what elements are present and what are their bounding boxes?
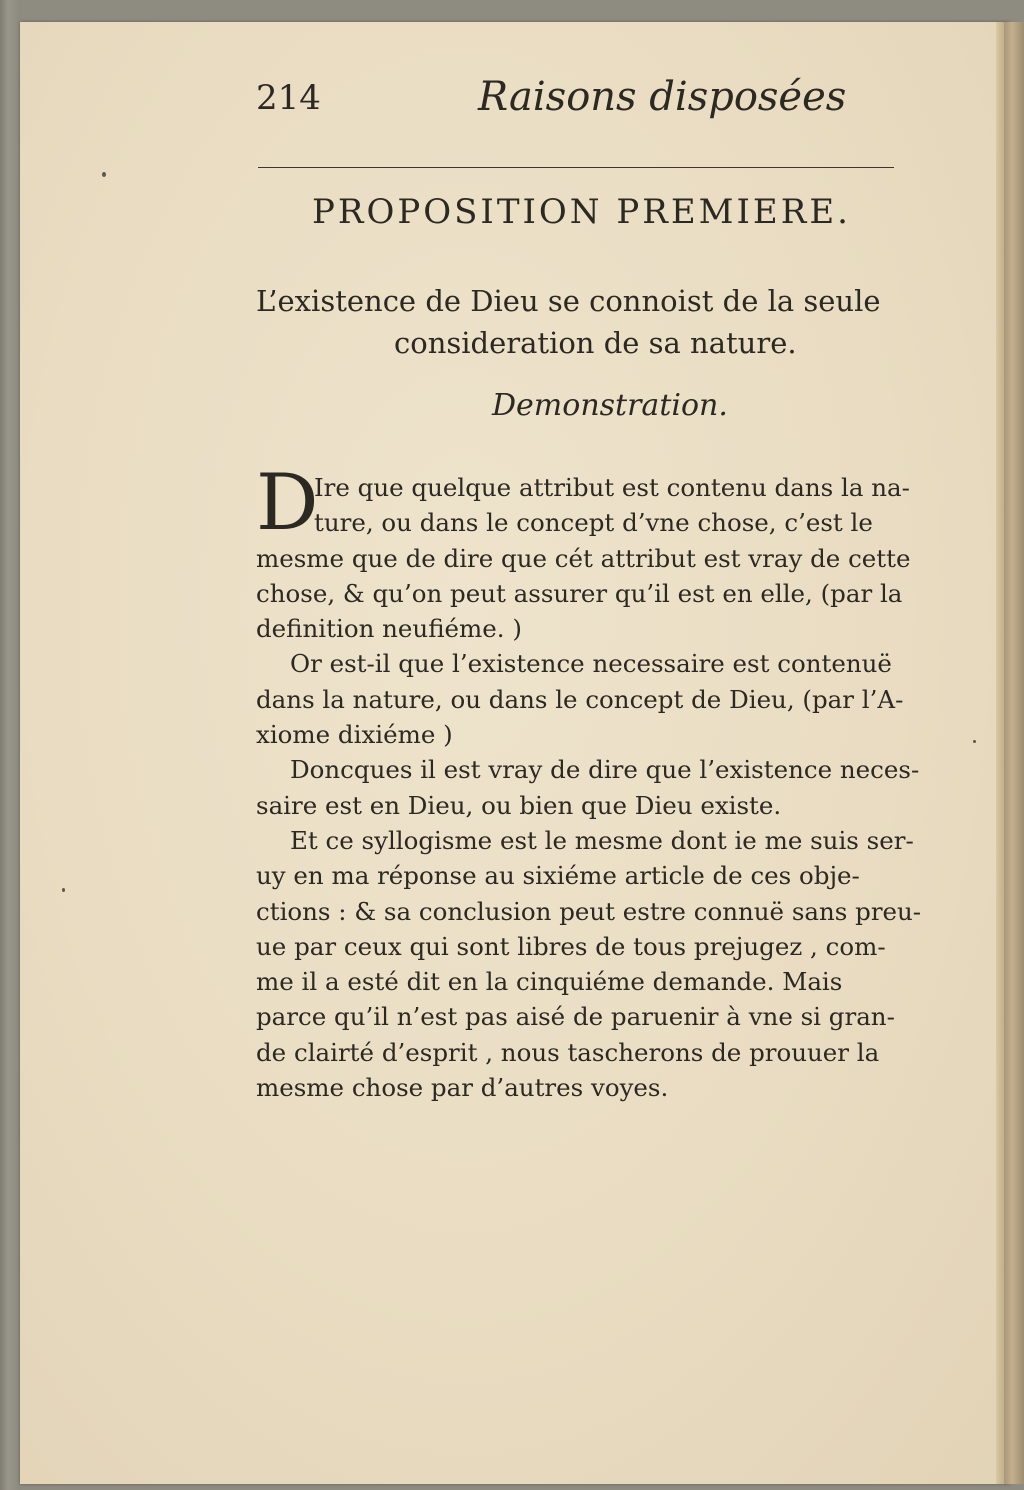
header-rule	[258, 167, 894, 168]
paper-spot	[62, 888, 65, 892]
demonstration-heading: Demonstration.	[492, 388, 728, 423]
proposition-title: PROPOSITION PREMIERE.	[312, 192, 851, 232]
statement-line: L’existence de Dieu se connoist de la seule	[256, 284, 881, 318]
drop-cap: D	[256, 458, 319, 548]
body-line: ture, ou dans le concept d’vne chose, c’est le	[314, 508, 873, 538]
body-line: saire est en Dieu, ou bien que Dieu existe.	[256, 790, 782, 820]
body-line: ue par ceux qui sont libres de tous prejugez , com-	[256, 931, 886, 961]
statement-line: consideration de sa nature.	[394, 326, 797, 360]
page-number: 214	[256, 78, 321, 118]
body-line: Et ce syllogisme est le mesme dont ie me suis ser-	[290, 825, 914, 855]
body-line: xiome dixiéme )	[256, 720, 453, 750]
body-line: dans la nature, ou dans le concept de Dieu, (par l’A-	[256, 684, 904, 714]
body-line: chose, & qu’on peut assurer qu’il est en elle, (par la	[256, 578, 903, 608]
body-line: ctions : & sa conclusion peut estre connuë sans preu-	[256, 896, 922, 926]
body-line: me il a esté dit en la cinquiéme demande. Mais	[256, 967, 843, 997]
running-title: Raisons disposées	[478, 74, 847, 120]
body-line: Or est-il que l’existence necessaire est contenuë	[290, 649, 892, 679]
proposition-statement	[256, 280, 946, 364]
paper-spot	[973, 740, 976, 743]
body-text	[256, 470, 946, 1105]
body-line: definition neufiéme. )	[256, 614, 522, 644]
book-edge	[1004, 22, 1024, 1484]
page-header	[256, 74, 896, 124]
paper-spot	[102, 172, 106, 177]
body-line: mesme que de dire que cét attribut est vray de cette	[256, 543, 911, 573]
body-line: Ire que quelque attribut est contenu dans la na-	[314, 473, 910, 502]
body-line: parce qu’il n’est pas aisé de paruenir à vne si gran-	[256, 1002, 895, 1032]
body-line: Doncques il est vray de dire que l’existence neces-	[290, 755, 920, 785]
body-line: uy en ma réponse au sixiéme article de ces obje-	[256, 861, 860, 891]
body-line: de clairté d’esprit , nous tascherons de prouuer la	[256, 1037, 880, 1067]
body-line: mesme chose par d’autres voyes.	[256, 1073, 669, 1103]
